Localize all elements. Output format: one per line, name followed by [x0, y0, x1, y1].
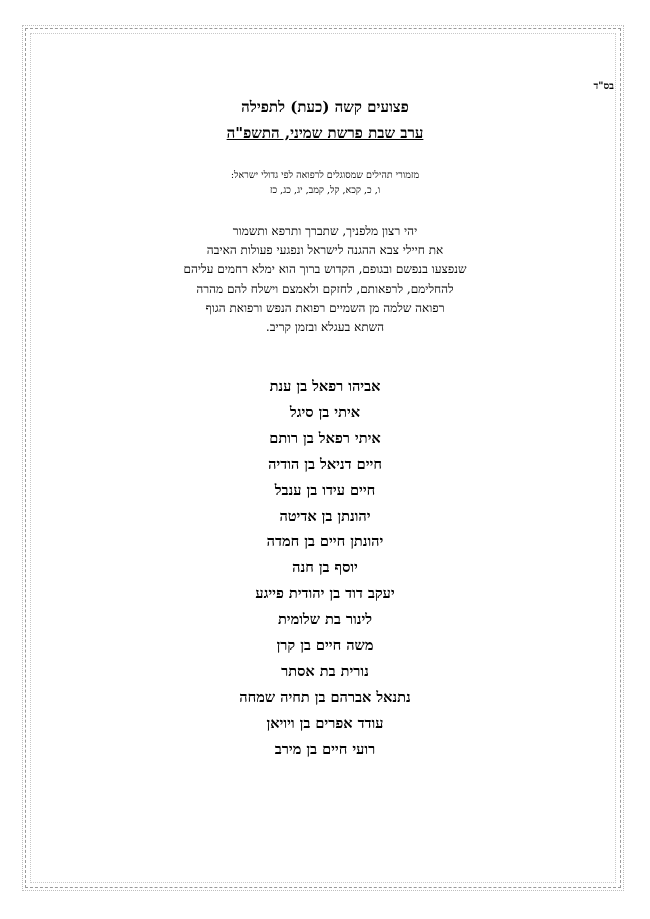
- name-item: רועי חיים בן מירב: [274, 740, 376, 758]
- psalms-list: ו, כ, קכא, קל, קמב, יג, כג, כז: [269, 185, 381, 196]
- name-item: לינור בת שלומית: [277, 611, 373, 629]
- name-item: נתנאל אברהם בן תחיה שמחה: [239, 688, 411, 706]
- prayer-line: יהי רצון מלפניך, שתברך ותרפא ותשמור: [232, 224, 418, 238]
- prayer-line: להחלימם, לרפאותם, לחזקם ולאמצם וישלח להם מהרה: [196, 281, 454, 296]
- name-item: חיים עידו בן ענבל: [274, 481, 376, 499]
- name-item: אביהו רפאל בן ענת: [269, 378, 381, 395]
- names-list: [60, 374, 590, 763]
- name-item: איתי בן סיגל: [289, 403, 361, 421]
- document-subtitle: ערב שבת פרשת שמיני, התשפ"ה: [226, 124, 424, 142]
- name-item: יהונתן חיים בן חמדה: [266, 533, 384, 551]
- name-item: איתי רפאל בן רותם: [269, 429, 381, 447]
- name-item: יעקב דוד בן יהודית פייגע: [255, 585, 395, 603]
- name-item: עודד אפרים בן ויויאן: [266, 714, 384, 732]
- bsd-mark: בס"ד: [593, 81, 614, 92]
- name-item: נורית בת אסתר: [281, 662, 369, 680]
- name-item: משה חיים בן קרן: [276, 637, 374, 655]
- prayer-line: שנפצעו בנפשם ובגופם, הקדוש ברוך הוא ימלא רחמים עליהם: [183, 262, 467, 277]
- prayer-line: רפואה שלמה מן השמיים רפואת הנפש ורפואת הגוף: [205, 300, 445, 315]
- prayer-line: את חיילי צבא ההגנה לישראל ונפגעי פעולות האיבה: [206, 243, 444, 258]
- prayer-text: [60, 222, 590, 337]
- name-item: יוסף בן חנה: [292, 559, 358, 577]
- document-title: פצועים קשה (כעת) לתפילה: [241, 98, 409, 116]
- name-item: חיים דניאל בן הודיה: [268, 455, 382, 473]
- prayer-line: השתא בעגלא ובזמן קריב.: [265, 320, 385, 335]
- name-item: יהונתן בן אדיטה: [279, 507, 371, 525]
- psalms-intro: מזמורי תהילים שמסוגלים לרפואה לפי גדולי ישראל:: [230, 170, 420, 181]
